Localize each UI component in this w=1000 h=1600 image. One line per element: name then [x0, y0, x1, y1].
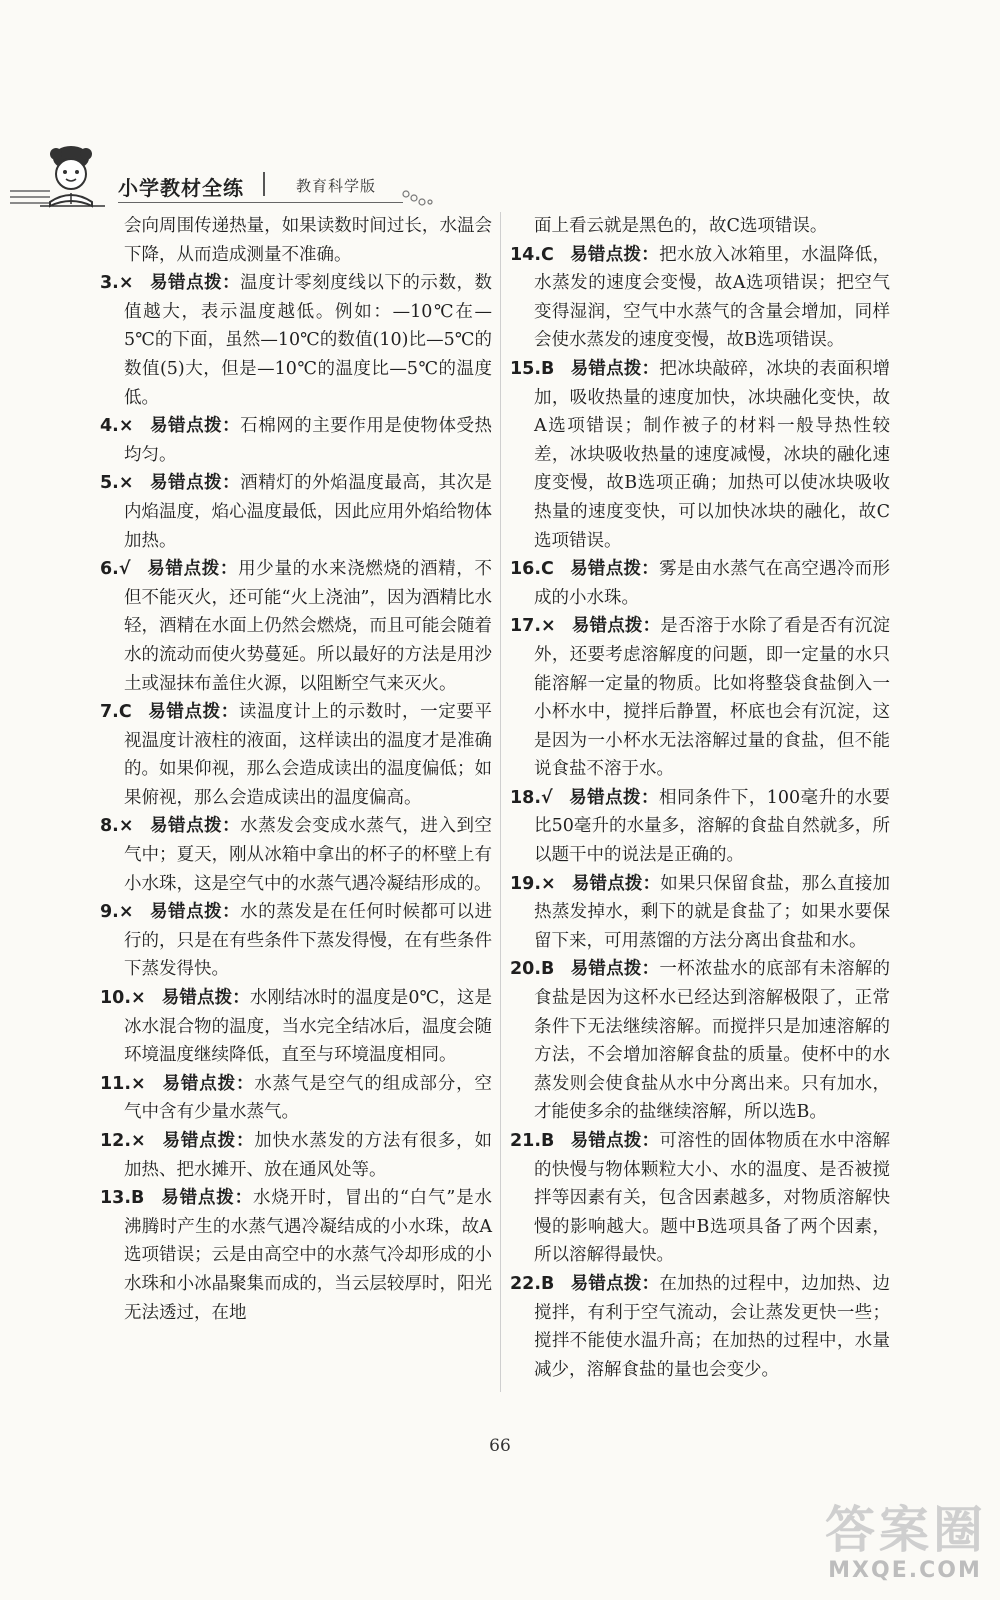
answer-item	[100, 1127, 492, 1184]
answer-item	[510, 612, 890, 784]
answer-item	[100, 1184, 492, 1327]
page-header	[0, 140, 1000, 210]
answer-choice: C	[118, 702, 132, 723]
explanation-text: 把水放入冰箱里，水温降低，水蒸发的速度会变慢，故A选项错误；把空气变得湿润，空气中水蒸气的含量会增加，同样会使水蒸发的速度变慢，故B选项错误。	[534, 244, 891, 351]
answer-item	[510, 355, 890, 555]
answer-item	[510, 1127, 890, 1270]
question-number: 3.	[100, 273, 119, 294]
tip-label: 易错点拨：	[568, 787, 659, 808]
tip-label: 易错点拨：	[149, 902, 241, 923]
answer-choice: C	[541, 244, 554, 265]
explanation-text: 读温度计上的示数时，一定要平视温度计液柱的液面，这样读出的温度才是准确的。如果仰视，那么会造成读出的温度偏低；如果俯视，那么会造成读出的温度偏高。	[124, 702, 493, 808]
edition-label: 教育科学版	[296, 177, 377, 195]
site-watermark	[815, 1480, 995, 1595]
explanation-text: 相同条件下，100毫升的水要比50毫升的水量多，溶解的食盐自然就多，所以题干中的说法是正确的。	[534, 787, 891, 866]
answer-choice: ×	[118, 473, 134, 494]
header-rule	[118, 202, 403, 203]
chain-dots-decoration-icon	[400, 188, 450, 208]
column-divider	[500, 212, 501, 1392]
right-answer-column	[510, 212, 890, 1384]
tip-label: 易错点拨：	[149, 416, 241, 437]
answer-choice: B	[541, 959, 555, 980]
answer-item	[100, 212, 492, 269]
answer-choice: C	[541, 559, 554, 580]
answer-item	[510, 955, 890, 1127]
tip-label: 易错点拨：	[569, 244, 660, 265]
explanation-text: 温度计零刻度线以下的示数，数值越大，表示温度越低。例如：—10℃在—5℃的下面，虽然—10℃的数值(10)比—5℃的数值(5)大，但是—10℃的温度比—5℃的温度低。	[124, 273, 493, 408]
explanation-text: 加快水蒸发的方法有很多，如加热、把水摊开、放在通风处等。	[124, 1131, 493, 1180]
answer-choice: ×	[118, 273, 134, 294]
tip-label: 易错点拨：	[571, 873, 661, 894]
tip-label: 易错点拨：	[146, 559, 239, 580]
explanation-text: 一杯浓盐水的底部有未溶解的食盐是因为这杯水已经达到溶解极限了，正常条件下无法继续溶解。而搅拌只是加速溶解的方法，不会增加溶解食盐的质量。使杯中的水蒸发则会使食盐从水中分离出来。只有加水，才能使多余的盐继续溶解，所以选B。	[534, 959, 890, 1123]
explanation-text: 可溶性的固体物质在水中溶解的快慢与物体颗粒大小、水的温度、是否被搅拌等因素有关，包含因素越多，对物质溶解快慢的影响越大。题中B选项具备了两个因素，所以溶解得最快。	[534, 1131, 890, 1266]
question-number: 18.	[510, 787, 542, 808]
answer-choice: √	[118, 559, 131, 580]
question-number: 10.	[100, 988, 132, 1009]
answer-choice: ×	[118, 816, 134, 837]
answer-item	[100, 555, 492, 698]
answer-item	[100, 469, 492, 555]
answer-item	[510, 241, 890, 355]
question-number: 6.	[100, 559, 119, 580]
tip-label: 易错点拨：	[570, 358, 660, 379]
question-number: 21.	[510, 1131, 542, 1151]
answer-item	[510, 1270, 890, 1384]
tip-label: 易错点拨：	[149, 273, 241, 294]
answer-choice: B	[541, 358, 555, 379]
explanation-text: 水刚结冰时的温度是0℃，这是冰水混合物的温度，当水完全结冰后，温度会随环境温度继续降低，直至与环境温度相同。	[124, 988, 493, 1066]
watermark-logo-text: 答案圈	[825, 1501, 987, 1559]
answer-item	[100, 812, 492, 898]
question-number: 4.	[100, 416, 119, 437]
question-number: 19.	[510, 873, 542, 894]
question-number: 14.	[510, 244, 542, 265]
tip-label: 易错点拨：	[570, 959, 660, 980]
series-title: 小学教材全练	[118, 176, 244, 200]
answer-item	[510, 212, 890, 241]
answer-choice: B	[131, 1188, 145, 1209]
answer-choice: B	[541, 1273, 555, 1294]
explanation-text: 是否溶于水除了看是否有沉淀外，还要考虑溶解度的问题，即一定量的水只能溶解一定量的物质。比如将整袋食盐倒入一小杯水中，搅拌后静置，杯底也会有沉淀，这是因为一小杯水无法溶解过量的食盐，但不能说食盐不溶于水。	[534, 616, 891, 780]
tip-label: 易错点拨：	[570, 1273, 660, 1294]
tip-label: 易错点拨：	[161, 1131, 255, 1151]
tip-label: 易错点拨：	[571, 616, 661, 637]
tip-label: 易错点拨：	[147, 702, 239, 723]
answer-choice: B	[541, 1131, 555, 1151]
question-number: 7.	[100, 702, 119, 723]
tip-label: 易错点拨：	[161, 1073, 255, 1094]
question-number: 15.	[510, 358, 542, 379]
girl-reading-mascot-icon	[30, 140, 112, 210]
answer-choice: ×	[131, 1131, 146, 1151]
answer-choice: ×	[118, 416, 134, 437]
answer-item	[100, 412, 492, 469]
question-number: 20.	[510, 959, 542, 980]
answer-item	[100, 269, 492, 412]
explanation-text: 在加热的过程中，边加热、边搅拌，有利于空气流动，会让蒸发更快一些；搅拌不能使水温升高；在加热的过程中，水量减少，溶解食盐的量也会变少。	[534, 1273, 890, 1380]
explanation-text: 把冰块敲碎，冰块的表面积增加，吸收热量的速度加快，冰块融化变快，故A选项错误；制作被子的材料一般导热性较差，冰块吸收热量的速度减慢，冰块的融化速度变慢，故B选项正确；加热可以使冰块吸收热量的速度变快，可以加快冰块的融化，故C选项错误。	[534, 358, 890, 551]
answer-choice: √	[541, 787, 553, 808]
header-separator	[263, 172, 265, 196]
answer-choice: ×	[131, 988, 146, 1009]
tip-label: 易错点拨：	[160, 1188, 253, 1209]
question-number: 12.	[100, 1131, 132, 1151]
answer-item	[510, 784, 890, 870]
answer-item	[100, 984, 492, 1070]
question-number: 5.	[100, 473, 119, 494]
answer-choice: ×	[131, 1073, 146, 1094]
explanation-text: 雾是由水蒸气在高空遇冷而形成的小水珠。	[534, 559, 891, 608]
explanation-text: 酒精灯的外焰温度最高，其次是内焰温度，焰心温度最低，因此应用外焰给物体加热。	[124, 473, 493, 551]
question-number: 17.	[510, 616, 542, 637]
answer-item	[510, 870, 890, 956]
question-number: 9.	[100, 902, 119, 923]
answer-item	[100, 898, 492, 984]
answer-item	[510, 555, 890, 612]
explanation-text: 石棉网的主要作用是使物体受热均匀。	[124, 416, 493, 465]
explanation-text: 水烧开时，冒出的“白气”是水沸腾时产生的水蒸气遇冷凝结成的小水珠，故A选项错误；云是由高空中的水蒸气冷却形成的小水珠和小冰晶聚集而成的，当云层较厚时，阳光无法透过，在地	[124, 1188, 492, 1323]
explanation-text: 面上看云就是黑色的，故C选项错误。	[534, 216, 828, 236]
question-number: 11.	[100, 1073, 132, 1094]
tip-label: 易错点拨：	[149, 473, 241, 494]
explanation-text: 水蒸气是空气的组成部分，空气中含有少量水蒸气。	[124, 1073, 493, 1123]
answer-choice: ×	[118, 902, 134, 923]
question-number: 16.	[510, 559, 542, 580]
tip-label: 易错点拨：	[570, 1131, 660, 1151]
explanation-text: 水的蒸发是在任何时候都可以进行的，只是在有些条件下蒸发得慢，在有些条件下蒸发得快。	[124, 902, 493, 980]
explanation-text: 会向周围传递热量，如果读数时间过长，水温会下降，从而造成测量不准确。	[124, 216, 492, 265]
explanation-text: 用少量的水来浇燃烧的酒精，不但不能灭火，还可能“火上浇油”，因为酒精比水轻，酒精在水面上仍然会燃烧，而且可能会随着水的流动而使火势蔓延。所以最好的方法是用沙土或湿抹布盖住火源，以阻断空气来灭火。	[124, 559, 493, 694]
answer-item	[100, 698, 492, 812]
question-number: 22.	[510, 1273, 542, 1294]
left-answer-column	[100, 212, 492, 1327]
question-number: 13.	[100, 1188, 132, 1209]
tip-label: 易错点拨：	[161, 988, 250, 1009]
question-number: 8.	[100, 816, 119, 837]
answer-choice: ×	[541, 616, 556, 637]
watermark-url: MXQE.COM	[828, 1558, 982, 1583]
tip-label: 易错点拨：	[569, 559, 660, 580]
answer-item	[100, 1070, 492, 1127]
tip-label: 易错点拨：	[149, 816, 241, 837]
explanation-text: 水蒸发会变成水蒸气，进入到空气中；夏天，刚从冰箱中拿出的杯子的杯壁上有小水珠，这是空气中的水蒸气遇冷凝结形成的。	[124, 816, 493, 894]
page-number: 66	[489, 1436, 511, 1456]
explanation-text: 如果只保留食盐，那么直接加热蒸发掉水，剩下的就是食盐了；如果水要保留下来，可用蒸馏的方法分离出食盐和水。	[534, 873, 891, 951]
answer-choice: ×	[541, 873, 556, 894]
